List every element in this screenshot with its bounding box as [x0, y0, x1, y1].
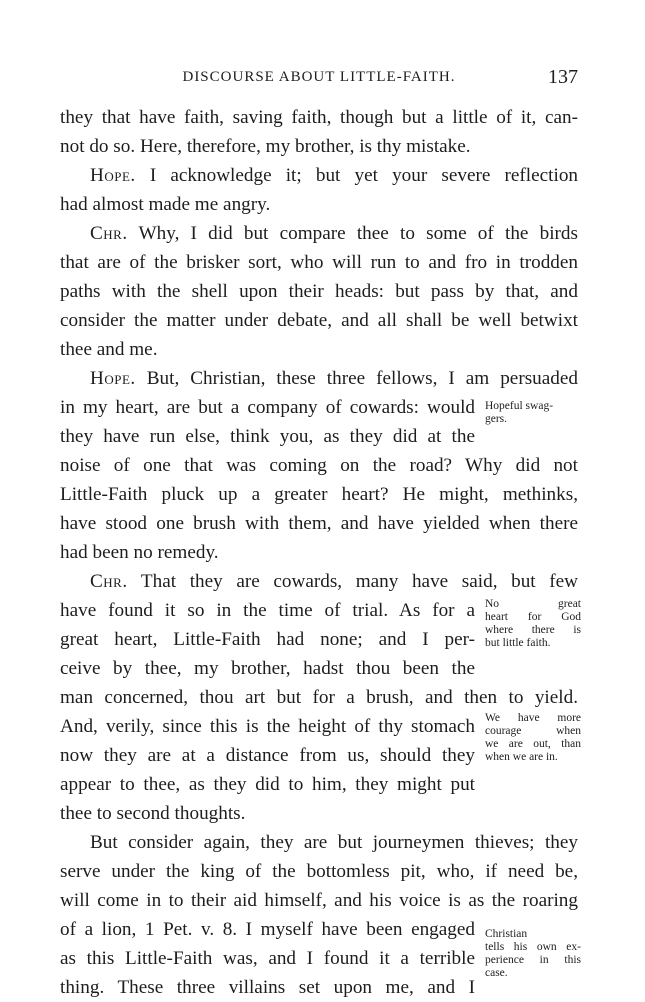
- body-line: appear to thee, as they did to him, they might put: [60, 774, 475, 795]
- body-line: man concerned, thou art but for a brush, and then to yield.: [60, 687, 578, 708]
- margin-note-line: No great: [485, 598, 581, 610]
- margin-note-line: heart for God: [485, 611, 581, 623]
- body-line: of a lion, 1 Pet. v. 8. I myself have been engaged: [60, 919, 475, 940]
- body-text: But, Christian, these three fellows, I am persuaded: [146, 368, 578, 389]
- margin-note-line: gers.: [485, 413, 508, 425]
- body-text: That they are cowards, many have said, but few: [140, 571, 578, 592]
- speaker-label: Hope.: [90, 165, 136, 186]
- body-line: thee to second thoughts.: [60, 803, 246, 824]
- body-line: that are of the brisker sort, who will run to and fro in trodden: [60, 252, 578, 273]
- body-line: [60, 567, 578, 596]
- page-number: 137: [548, 66, 578, 88]
- margin-note: [485, 598, 581, 650]
- body-line: will come in to their aid himself, and his voice is as the roaring: [60, 890, 578, 911]
- margin-note: [485, 400, 581, 426]
- body-line: Little-Faith pluck up a greater heart? He might, methinks,: [60, 484, 578, 505]
- body-line: now they are at a distance from us, should they: [60, 745, 475, 766]
- body-line: And, verily, since this is the height of thy stomach: [60, 716, 475, 737]
- body-line: as this Little-Faith was, and I found it a terrible: [60, 948, 475, 969]
- body-line: [60, 161, 578, 190]
- speaker-label: Chr.: [90, 223, 128, 244]
- body-line: had almost made me angry.: [60, 194, 271, 215]
- body-line: have found it so in the time of trial. As for a: [60, 600, 475, 621]
- body-line: great heart, Little-Faith had none; and I per-: [60, 629, 475, 650]
- body-line: thing. These three villains set upon me, and I: [60, 977, 475, 998]
- speaker-label: Chr.: [90, 571, 128, 592]
- body-line: noise of one that was coming on the road? Why did not: [60, 455, 578, 476]
- margin-note: [485, 712, 581, 764]
- margin-note-line: We have more: [485, 712, 581, 724]
- body-line: paths with the shell upon their heads: but pass by that, and: [60, 281, 578, 302]
- body-line: they that have faith, saving faith, though but a little of it, can-: [60, 107, 578, 128]
- body-text: Why, I did but compare thee to some of the birds: [138, 223, 578, 244]
- body-line: [60, 364, 578, 393]
- margin-note-line: when we are in.: [485, 751, 558, 763]
- margin-note-line: but little faith.: [485, 637, 551, 649]
- body-line: thee and me.: [60, 339, 158, 360]
- body-line: consider the matter under debate, and all shall be well betwixt: [60, 310, 578, 331]
- body-line: [60, 219, 578, 248]
- body-line: they have run else, think you, as they did at the: [60, 426, 475, 447]
- margin-note-line: case.: [485, 967, 508, 979]
- body-line: not do so. Here, therefore, my brother, is thy mistake.: [60, 136, 471, 157]
- margin-note-line: perience in this: [485, 954, 581, 966]
- margin-note-line: courage when: [485, 725, 581, 737]
- margin-note: [485, 928, 581, 980]
- body-line: ceive by thee, my brother, hadst thou been the: [60, 658, 475, 679]
- margin-note-line: Hopeful swag-: [485, 400, 554, 412]
- body-line: serve under the king of the bottomless pit, who, if need be,: [60, 861, 578, 882]
- margin-note-line: where there is: [485, 624, 581, 636]
- body-line: But consider again, they are but journeymen thieves; they: [90, 832, 578, 853]
- margin-note-line: Christian: [485, 928, 528, 940]
- margin-note-line: we are out, than: [485, 738, 581, 750]
- body-line: have stood one brush with them, and have yielded when there: [60, 513, 578, 534]
- body-line: had been no remedy.: [60, 542, 219, 563]
- speaker-label: Hope.: [90, 368, 136, 389]
- page-header: [60, 64, 578, 90]
- body-line: in my heart, are but a company of cowards: would: [60, 397, 475, 418]
- margin-note-line: tells his own ex-: [485, 941, 581, 953]
- running-head: DISCOURSE ABOUT LITTLE-FAITH.: [182, 69, 456, 85]
- body-text: I acknowledge it; but yet your severe reflection: [149, 165, 579, 186]
